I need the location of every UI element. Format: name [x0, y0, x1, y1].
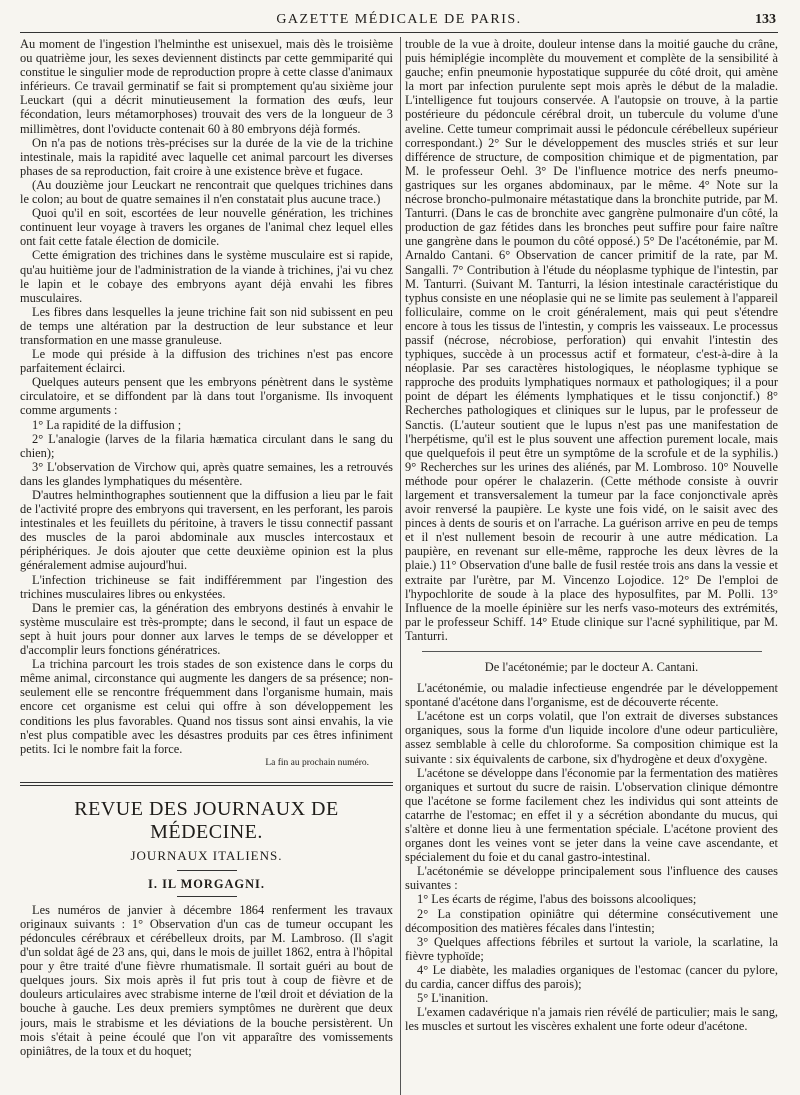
paragraph: 5° L'inanition.: [417, 991, 489, 1006]
paragraph: 4° Le diabète, les maladies organiques de l'estomac (cancer du pylore, du cardia, cancer diffus des parois);: [405, 962, 778, 991]
column-rule: [400, 37, 401, 1095]
right-column: [405, 37, 778, 1095]
article-title: De l'acétonémie; par le docteur A. Cantani.: [484, 660, 699, 675]
journal-heading: I. IL MORGAGNI.: [148, 876, 265, 891]
paragraph: La trichina parcourt les trois stades de son existence dans le corps du même animal, circonstance qui augmente les dangers de sa présence; non-seulement elle se rencontre fréquemment dans l'organisme humain, mais encore cet organisme est celui qui offre à son développement les conditions les plus favorables. Quand nos tissus sont ainsi envahis, la vie n'est plus compatible avec les désastres produits par ces êtres infiniment petits. Ici le nombre fait la force.: [20, 657, 393, 756]
paragraph: 2° La constipation opiniâtre qui détermine consécutivement une décomposition des matières fécales dans l'intestin;: [405, 906, 778, 935]
paragraph: 3° L'observation de Virchow qui, après quatre semaines, les a retrouvés dans les glandes lymphatiques du mésentère.: [20, 459, 393, 488]
paragraph: L'acétonémie se développe principalement sous l'influence des causes suivantes :: [405, 864, 778, 893]
paragraph: Le mode qui préside à la diffusion des trichines n'est pas encore parfaitement éclairci.: [20, 347, 393, 376]
paragraph: Au moment de l'ingestion l'helminthe est unisexuel, mais dès le troisième ou quatrième jour, les sexes deviennent distincts par cette gemmiparité qui constitue le singulier mode de reproduction propre à cette classe d'animaux inférieurs. Ce travail germinatif se fait si promptement qu'au sixième jour Leuckart (qui a décrit minutieusement la formation des œufs, leur fécondation, leurs métamorphoses) trouvait des vers de la longueur de 3 millimètres, dont l'oviducte contenait 60 à 80 embryons déjà formés.: [20, 37, 393, 136]
paragraph: 1° Les écarts de régime, l'abus des boissons alcooliques;: [417, 892, 697, 907]
paragraph: Quoi qu'il en soit, escortées de leur nouvelle génération, les trichines continuent leur voyage à travers les organes de l'animal chez lequel elles ont fait cette fatale élection de domicile.: [20, 206, 393, 249]
section-subtitle: JOURNAUX ITALIENS.: [130, 847, 283, 863]
paragraph: On n'a pas de notions très-précises sur la durée de la vie de la trichine intestinale, mais la rapidité avec laquelle cet animal parcourt les diverses phases de sa reproduction, fait croire à une existence brève et fugace.: [20, 135, 393, 178]
divider: [177, 870, 237, 871]
columns: [20, 37, 778, 1095]
paragraph: Quelques auteurs pensent que les embryons pénètrent dans le système circulatoire, et se diffondent par là dans tout l'organisme. Ils invoquent comme arguments :: [20, 375, 393, 418]
paragraph: 3° Quelques affections fébriles et surtout la variole, la scarlatine, la fièvre typhoïde;: [405, 934, 778, 963]
paragraph: L'acétone se développe dans l'économie par la fermentation des matières organiques et surtout du sucre de raisin. L'observation clinique démontre que l'acétone se forme facilement chez les individus qui sont atteints de catarrhe de l'estomac; en effet il y a sécrétion abondante du mucus, qui s'altère et donne lieu à une fermentation spéciale. L'acétone provient des organes dont les veines vont se jeter dans la veine cave ascendante, et spécialement du foie et du canal gastro-intestinal.: [405, 765, 778, 865]
left-column: [20, 37, 393, 1095]
paragraph: D'autres helminthographes soutiennent que la diffusion a lieu par le fait de l'activité propre des embryons qui traversent, en les perforant, les parois intestinales et les feuillets du péritoine, à travers le tissu connectif passant des muscles de la paroi abdominale aux muscles intercostaux et périphériques. Je dois ajouter que cette deuxième opinion est la plus généralement admise aujourd'hui.: [20, 488, 393, 573]
paragraph: Les fibres dans lesquelles la jeune trichine fait son nid subissent en peu de temps une altération par la destruction de leur substance et leur transformation en une masse granuleuse.: [20, 304, 393, 347]
journal-title: GAZETTE MÉDICALE DE PARIS.: [276, 12, 522, 27]
paragraph: L'acétonémie, ou maladie infectieuse engendrée par le développement spontané d'acétone dans l'organisme, est de découverte récente.: [405, 681, 778, 710]
paragraph: Dans le premier cas, la génération des embryons destinés à envahir le système musculaire est très-prompte; dans le second, il faut un espace de sept à huit jours pour donner aux larves le temps de se développer et d'accomplir leurs fonctions génératrices.: [20, 600, 393, 658]
divider: [422, 651, 762, 652]
paragraph: (Au douzième jour Leuckart ne rencontrait que quelques trichines dans le colon; au bout de quatre semaines il n'en constatait plus aucune trace.): [20, 177, 393, 207]
paragraph: L'infection trichineuse se fait indifféremment par l'ingestion des trichines musculaires libres ou enkystées.: [20, 572, 393, 601]
continuation-note: La fin au prochain numéro.: [265, 757, 369, 768]
paragraph: 2° L'analogie (larves de la filaria hæmatica circulant dans le sang du chien);: [20, 431, 393, 460]
paragraph: 1° La rapidité de la diffusion ;: [32, 417, 182, 432]
paragraph: Cette émigration des trichines dans le système musculaire est si rapide, qu'au huitième jour de l'administration de la viande à trichines, j'ai vu chez le lapin et le cobaye des embryons ayant déjà envahi les fibres musculaires.: [20, 248, 393, 305]
page-number: 133: [755, 12, 776, 27]
paragraph: L'acétone est un corps volatil, que l'on extrait de diverses substances organiques, sous la forme d'un liquide incolore d'une odeur particulière, assez semblable à celle du chloroforme. Sa composition chimique est la suivante : six équivalents de carbone, six d'hydrogène et deux d'oxygène.: [405, 709, 778, 766]
paragraph: L'examen cadavérique n'a jamais rien révélé de particulier; mais le sang, les muscles et surtout les viscères exhalent une forte odeur d'acétone.: [405, 1005, 778, 1034]
paragraph: trouble de la vue à droite, douleur intense dans la moitié gauche du crâne, puis hémiplégie incomplète du mouvement et complète de la sensibilité à gauche; enfin pneumonie hypostatique suppurée du côté droit, qui amène la mort par infection purulente sept mois après le début de la maladie. L'intelligence fut toujours conservée. A l'autopsie on trouve, à la partie postérieure du pédoncule cérébral droit, un tubercule du volume d'une aveline. Cette tumeur comprimait aussi le pédoncule cérébelleux supérieur correspondant.) 2° Sur le développement des muscles striés et sur leur différence de structure, de composition chimique et de pigmentation, par M. le professeur Oehl. 3° De l'influence motrice des nerfs pneumo-gastriques sur les organes abdominaux, par le même. 4° Note sur la nécrose broncho-pulmonaire métastatique dans la bronchite putride, par M. Tanturri. (Dans le cas de bronchite avec gangrène pulmonaire d'un côté, la production de gaz fétides dans les bronches peut suffire pour faire naître une gangrène dans le poumon du côté opposé.) 5° De l'acétonémie, par M. Arnaldo Cantani. 6° Observation de cancer primitif de la rate, par M. Sangalli. 7° Contribution à l'étude du néoplasme typhique de l'intestin, par M. Tanturri. (Suivant M. Tanturri, la lésion intestinale caractéristique du typhus consiste en une néoplasie qui ne se limite pas seulement à l'appareil folliculaire, comme on le croit généralement, mais qui peut s'étendre encore à tous les tissus de l'intestin, y compris les vaisseaux. Le processus passif (nécrose, nécrobiose, perforation) qui envahit l'intestin des typhiques, succède à un processus actif et formateur, c'est-à-dire à la néoplasie. Par ses caractères histologiques, le néoplasme typhique se rapproche des produits lymphatiques normaux et pathologiques; il a pour point de départ les éléments lymphatiques et le tissu conjonctif.) 8° Recherches pathologiques et cliniques sur le lupus, par le professeur de Sanctis. (L'auteur soutient que le lupus n'est pas une manifestation de l'herpétisme, qu'il est le plus souvent une affection purement locale, mais que quelquefois il peut être un symptôme de la scrofule et de la syphilis.) 9° Recherches sur les urines des aliénés, par M. Lombroso. 10° Nouvelle méthode pour opérer le chalazerin. (Cette méthode consiste à ouvrir largement et transversalement la tumeur par la face conjonctivale après avoir renversé la paupière. Le kyste une fois vidé, on le saisit avec des pinces à dents de souris et on l'arrache. La guérison arrive en peu de temps et il n'est nullement besoin de recourir à une autre médication. La paupière, en revenant sur elle-même, rapproche les deux lèvres de la plaie.) 11° Observation d'une balle de fusil restée trois ans dans la vessie et extraite par l'urètre, par M. Vincenzo Lojodice. 12° De l'emploi de l'hypochlorite de soude à la place des hyposulfites, par M. Polli. 13° Influence de la moelle épinière sur les nerfs vaso-moteurs des extrémités, par le professeur Schiff. 14° Etude clinique sur l'acné syphilitique, par M. Tanturri.: [405, 37, 778, 643]
section-divider: [20, 782, 393, 786]
page-header: [20, 10, 778, 33]
section-title: REVUE DES JOURNAUX DE MÉDECINE.: [74, 797, 339, 843]
divider: [177, 896, 237, 897]
paragraph: Les numéros de janvier à décembre 1864 renferment les travaux originaux suivants : 1° Observation d'un cas de tumeur occupant les pédoncules cérébraux et cérébelleux droits, par M. Lambroso. (Il s'agit d'un soldat âgé de 23 ans, qui, dans le mois de juillet 1862, entra à l'hôpital pour y être traité d'une fièvre rhumatismale. Il sortait guéri au bout de quelques jours. Six mois après il fut pris tout à coup de fièvre et de douleurs articulaires avec strabisme interne de l'œil droit et déviation de la bouche à gauche. Les deux premiers symptômes ne durèrent que deux jours, mais le strabisme et les déviations de la bouche persistèrent. Un mois s'était à peine écoulé que l'on vit apparaître des vomissements opiniâtres, de la toux et du hoquet;: [20, 902, 393, 1058]
